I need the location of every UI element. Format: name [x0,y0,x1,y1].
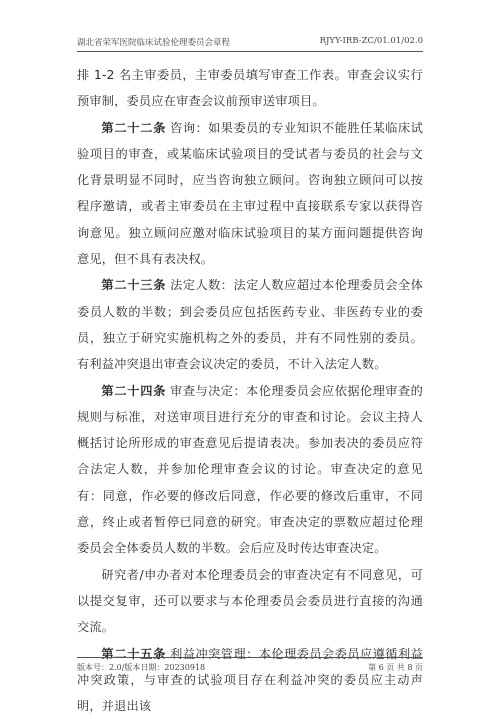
article-24 [77,378,423,562]
article-22 [77,115,423,273]
footer-rule [77,657,423,658]
footer-page-number: 第 6 页 共 8 页 [368,663,423,672]
paragraph-text: 排 1-2 名主审委员，主审委员填写审查工作表。审查会议实行预审制，委员应在审查会议前预审送审项目。 [77,68,423,109]
paragraph-text: 审查与决定：本伦理委员会应依据伦理审查的规则与标准，对送审项目进行充分的审查和讨论。会议主持人概括讨论所形成的审查意见后提请表决。参加表决的委员应符合法定人数，并参加伦理审查会议的讨论。审查决定的意见有：同意，作必要的修改后同意，作必要的修改后重审，不同意，终止或者暂停已同意的研究。审查决定的票数应超过伦理委员会全体委员人数的半数。会后应及时传达审查决定。 [77,383,424,556]
page-footer [77,662,423,676]
article-number: 第二十三条 [101,278,167,293]
page-header [77,36,423,51]
paragraph-continuation [77,62,423,115]
header-doc-code: RJYY-IRB-ZC/01.01/02.0 [319,36,423,46]
article-25 [77,641,423,719]
article-number: 第二十二条 [101,120,167,135]
header-rule [77,51,423,52]
footer-version: 版本号：2.0/版本日期：20230918 [77,663,206,672]
paragraph-text: 法定人数：法定人数应超过本伦理委员会全体委员人数的半数；到会委员应包括医药专业、非医药专业的委员，独立于研究实施机构之外的委员，并有不同性别的委员。有利益冲突退出审查会议决定的委员，不计入法定人数。 [77,278,424,372]
header-org-name: 湖北省荣军医院临床试验伦理委员会章程 [77,38,231,48]
paragraph-text: 咨询：如果委员的专业知识不能胜任某临床试验项目的审查，或某临床试验项目的受试者与委员的社会与文化背景明显不同时，应当咨询独立顾问。咨询独立顾问可以按程序邀请，或者主审委员在主审过程中直接联系专家以获得咨询意见。独立顾问应邀对临床试验项目的某方面问题提供咨询意见，但不具有表决权。 [77,120,424,267]
article-number: 第二十五条 [101,646,167,661]
article-23 [77,272,423,377]
paragraph-text: 利益冲突管理：本伦理委员会委员应遵循利益冲突政策，与审查的试验项目存在利益冲突的委员应主动声明，并退出该 [77,646,424,714]
article-number: 第二十四条 [101,383,167,398]
paragraph-text: 研究者/申办者对本伦理委员会的审查决定有不同意见，可以提交复审，还可以要求与本伦理委员会委员进行直接的沟通交流。 [77,567,423,635]
paragraph-appeal [77,562,423,641]
document-body [77,62,423,719]
